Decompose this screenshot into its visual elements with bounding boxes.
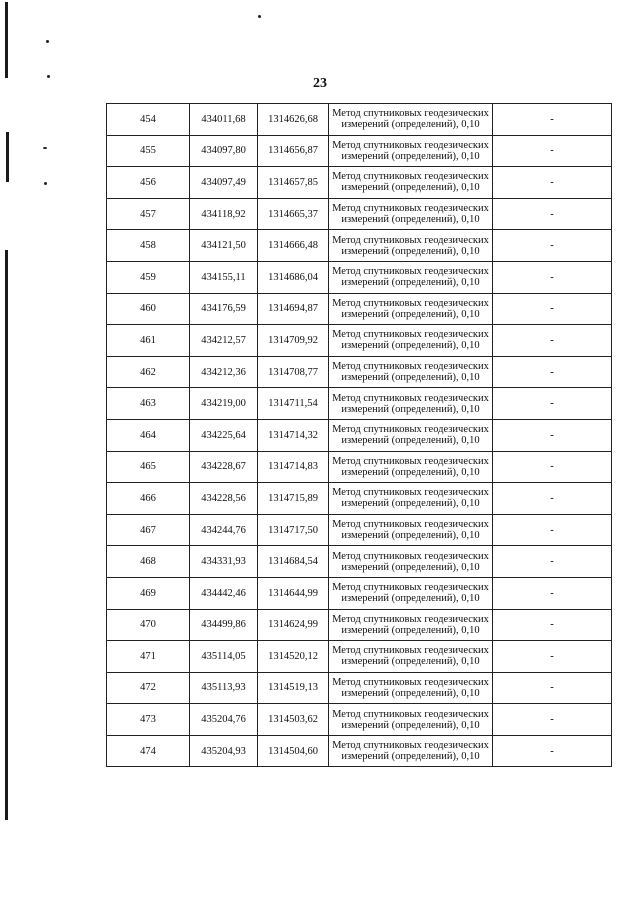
method-accuracy-cell: Метод спутниковых геодезических измерений (определений), 0,10	[329, 388, 493, 420]
point-number-cell: 473	[107, 704, 190, 736]
point-number-cell: 464	[107, 419, 190, 451]
coordinate-y-cell: 1314656,87	[258, 135, 329, 167]
table-row	[107, 261, 612, 293]
method-accuracy-cell: Метод спутниковых геодезических измерений (определений), 0,10	[329, 135, 493, 167]
coordinate-y-cell: 1314657,85	[258, 167, 329, 199]
method-accuracy-cell: Метод спутниковых геодезических измерений (определений), 0,10	[329, 672, 493, 704]
method-accuracy-cell: Метод спутниковых геодезических измерений (определений), 0,10	[329, 577, 493, 609]
coordinate-x-cell: 434212,36	[190, 356, 258, 388]
coordinate-y-cell: 1314714,32	[258, 419, 329, 451]
coordinate-x-cell: 434228,67	[190, 451, 258, 483]
point-number-cell: 459	[107, 261, 190, 293]
dash-cell: -	[493, 641, 612, 673]
coordinate-y-cell: 1314715,89	[258, 483, 329, 515]
table-row	[107, 325, 612, 357]
point-number-cell: 454	[107, 104, 190, 136]
coordinate-y-cell: 1314644,99	[258, 577, 329, 609]
method-accuracy-cell: Метод спутниковых геодезических измерений (определений), 0,10	[329, 546, 493, 578]
coordinate-x-cell: 434121,50	[190, 230, 258, 262]
method-accuracy-cell: Метод спутниковых геодезических измерений (определений), 0,10	[329, 356, 493, 388]
coordinate-x-cell: 434118,92	[190, 198, 258, 230]
dash-cell: -	[493, 483, 612, 515]
method-accuracy-cell: Метод спутниковых геодезических измерений (определений), 0,10	[329, 609, 493, 641]
dash-cell: -	[493, 388, 612, 420]
point-number-cell: 462	[107, 356, 190, 388]
coordinate-x-cell: 434499,86	[190, 609, 258, 641]
scan-edge-mark-bottom	[5, 250, 8, 820]
coordinate-x-cell: 434225,64	[190, 419, 258, 451]
table-row	[107, 514, 612, 546]
coordinate-y-cell: 1314665,37	[258, 198, 329, 230]
dash-cell: -	[493, 735, 612, 767]
scan-speck	[43, 147, 47, 149]
point-number-cell: 457	[107, 198, 190, 230]
dash-cell: -	[493, 546, 612, 578]
coordinate-x-cell: 434176,59	[190, 293, 258, 325]
coordinate-y-cell: 1314694,87	[258, 293, 329, 325]
coordinate-y-cell: 1314684,54	[258, 546, 329, 578]
point-number-cell: 470	[107, 609, 190, 641]
table-row	[107, 356, 612, 388]
point-number-cell: 456	[107, 167, 190, 199]
dash-cell: -	[493, 261, 612, 293]
method-accuracy-cell: Метод спутниковых геодезических измерений (определений), 0,10	[329, 167, 493, 199]
method-accuracy-cell: Метод спутниковых геодезических измерений (определений), 0,10	[329, 514, 493, 546]
point-number-cell: 465	[107, 451, 190, 483]
coordinate-x-cell: 434011,68	[190, 104, 258, 136]
dash-cell: -	[493, 419, 612, 451]
scan-edge-mark-top	[5, 2, 8, 78]
coordinate-x-cell: 435204,93	[190, 735, 258, 767]
dash-cell: -	[493, 356, 612, 388]
method-accuracy-cell: Метод спутниковых геодезических измерений (определений), 0,10	[329, 230, 493, 262]
dash-cell: -	[493, 325, 612, 357]
method-accuracy-cell: Метод спутниковых геодезических измерений (определений), 0,10	[329, 704, 493, 736]
point-number-cell: 458	[107, 230, 190, 262]
table-row	[107, 230, 612, 262]
dash-cell: -	[493, 577, 612, 609]
dash-cell: -	[493, 514, 612, 546]
method-accuracy-cell: Метод спутниковых геодезических измерений (определений), 0,10	[329, 261, 493, 293]
table-row	[107, 388, 612, 420]
point-number-cell: 468	[107, 546, 190, 578]
table-row	[107, 546, 612, 578]
dash-cell: -	[493, 167, 612, 199]
coordinate-y-cell: 1314708,77	[258, 356, 329, 388]
method-accuracy-cell: Метод спутниковых геодезических измерений (определений), 0,10	[329, 419, 493, 451]
table-row	[107, 135, 612, 167]
point-number-cell: 469	[107, 577, 190, 609]
table-row	[107, 672, 612, 704]
coordinate-y-cell: 1314714,83	[258, 451, 329, 483]
method-accuracy-cell: Метод спутниковых геодезических измерений (определений), 0,10	[329, 451, 493, 483]
scan-speck	[258, 15, 261, 18]
method-accuracy-cell: Метод спутниковых геодезических измерений (определений), 0,10	[329, 735, 493, 767]
method-accuracy-cell: Метод спутниковых геодезических измерений (определений), 0,10	[329, 104, 493, 136]
table-row	[107, 167, 612, 199]
coordinate-x-cell: 434219,00	[190, 388, 258, 420]
coordinate-y-cell: 1314503,62	[258, 704, 329, 736]
coordinate-y-cell: 1314686,04	[258, 261, 329, 293]
point-number-cell: 471	[107, 641, 190, 673]
dash-cell: -	[493, 198, 612, 230]
table-row	[107, 704, 612, 736]
table-row	[107, 483, 612, 515]
table-row	[107, 419, 612, 451]
dash-cell: -	[493, 609, 612, 641]
method-accuracy-cell: Метод спутниковых геодезических измерений (определений), 0,10	[329, 483, 493, 515]
coordinate-x-cell: 434442,46	[190, 577, 258, 609]
coordinate-x-cell: 434244,76	[190, 514, 258, 546]
method-accuracy-cell: Метод спутниковых геодезических измерений (определений), 0,10	[329, 325, 493, 357]
coordinate-y-cell: 1314520,12	[258, 641, 329, 673]
coordinate-x-cell: 434097,80	[190, 135, 258, 167]
coordinate-x-cell: 434155,11	[190, 261, 258, 293]
coordinate-y-cell: 1314711,54	[258, 388, 329, 420]
dash-cell: -	[493, 135, 612, 167]
point-number-cell: 461	[107, 325, 190, 357]
scan-edge-mark-middle	[6, 132, 9, 182]
table-row	[107, 609, 612, 641]
method-accuracy-cell: Метод спутниковых геодезических измерений (определений), 0,10	[329, 198, 493, 230]
coordinate-x-cell: 435113,93	[190, 672, 258, 704]
coordinate-y-cell: 1314709,92	[258, 325, 329, 357]
method-accuracy-cell: Метод спутниковых геодезических измерений (определений), 0,10	[329, 293, 493, 325]
point-number-cell: 460	[107, 293, 190, 325]
point-number-cell: 467	[107, 514, 190, 546]
page-number: 23	[313, 76, 327, 91]
scan-speck	[46, 40, 49, 43]
point-number-cell: 455	[107, 135, 190, 167]
table-row	[107, 577, 612, 609]
dash-cell: -	[493, 104, 612, 136]
coordinate-y-cell: 1314717,50	[258, 514, 329, 546]
coordinates-table	[106, 103, 612, 767]
dash-cell: -	[493, 451, 612, 483]
coordinate-y-cell: 1314504,60	[258, 735, 329, 767]
dash-cell: -	[493, 672, 612, 704]
method-accuracy-cell: Метод спутниковых геодезических измерений (определений), 0,10	[329, 641, 493, 673]
dash-cell: -	[493, 704, 612, 736]
coordinate-y-cell: 1314666,48	[258, 230, 329, 262]
coordinate-y-cell: 1314519,13	[258, 672, 329, 704]
coordinate-x-cell: 434097,49	[190, 167, 258, 199]
coordinate-x-cell: 434228,56	[190, 483, 258, 515]
coordinate-y-cell: 1314626,68	[258, 104, 329, 136]
table-row	[107, 451, 612, 483]
table-row	[107, 198, 612, 230]
scan-speck	[44, 182, 47, 185]
point-number-cell: 474	[107, 735, 190, 767]
point-number-cell: 472	[107, 672, 190, 704]
table-row	[107, 735, 612, 767]
coordinate-x-cell: 434331,93	[190, 546, 258, 578]
coordinate-x-cell: 435114,05	[190, 641, 258, 673]
point-number-cell: 466	[107, 483, 190, 515]
table-row	[107, 641, 612, 673]
coordinate-x-cell: 434212,57	[190, 325, 258, 357]
coordinate-x-cell: 435204,76	[190, 704, 258, 736]
dash-cell: -	[493, 230, 612, 262]
table-row	[107, 104, 612, 136]
table-row	[107, 293, 612, 325]
point-number-cell: 463	[107, 388, 190, 420]
coordinates-table-body	[107, 104, 612, 767]
dash-cell: -	[493, 293, 612, 325]
coordinate-y-cell: 1314624,99	[258, 609, 329, 641]
